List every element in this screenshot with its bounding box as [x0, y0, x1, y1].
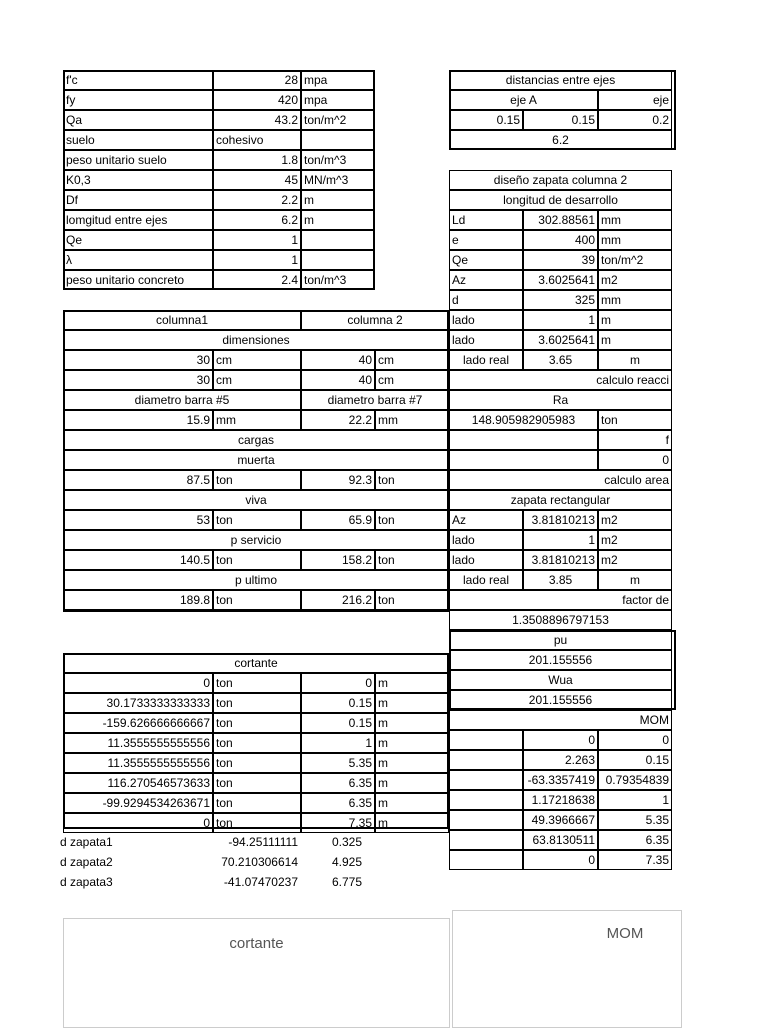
cortante-outline: [63, 653, 449, 829]
prop-label: λ: [63, 250, 213, 270]
prop-label: fy: [63, 90, 213, 110]
blank: [449, 430, 598, 450]
lado-real2-unit: m: [598, 570, 672, 590]
prop-value: cohesivo: [213, 130, 301, 150]
props-outline: [63, 70, 375, 290]
bottom-left-title: cortante: [229, 935, 284, 952]
viva-header: viva: [63, 490, 449, 510]
column2-header: columna 2: [301, 310, 449, 330]
d-value: 1: [523, 310, 598, 330]
blank: [449, 770, 523, 790]
dist-v3: 0.2: [598, 110, 672, 130]
d-value: 302.88561: [523, 210, 598, 230]
cargas-header: cargas: [63, 430, 449, 450]
z-label: lado: [449, 550, 523, 570]
dim-u1: cm: [213, 350, 301, 370]
prop-unit: ton/m^3: [301, 270, 375, 290]
unit-c1: ton: [213, 550, 301, 570]
z-label: lado: [449, 530, 523, 550]
dim-c1: 30: [63, 370, 213, 390]
prop-value: 2.2: [213, 190, 301, 210]
mom-value: 0: [523, 730, 598, 750]
dimensiones-header: dimensiones: [63, 330, 449, 350]
cortante-x: 0.15: [301, 713, 375, 733]
z-unit: m2: [598, 510, 672, 530]
dim-u2: cm: [375, 370, 449, 390]
z-value: 1: [523, 530, 598, 550]
prop-value: 420: [213, 90, 301, 110]
unit-c2: ton: [375, 550, 449, 570]
prop-label: lomgitud entre ejes: [63, 210, 213, 230]
longitud-header: longitud de desarrollo: [449, 190, 672, 210]
unit-c1: mm: [213, 410, 301, 430]
ra-header: Ra: [449, 390, 672, 410]
ra-value: 148.905982905983: [449, 410, 598, 430]
val-c1: 140.5: [63, 550, 213, 570]
barra1-header: diametro barra #5: [63, 390, 301, 410]
val-c2: 92.3: [301, 470, 375, 490]
cortante-x: 0.15: [301, 693, 375, 713]
cortante-v: 11.3555555555556: [63, 753, 213, 773]
prop-value: 1: [213, 250, 301, 270]
dim-c1: 30: [63, 350, 213, 370]
cortante-x: 7.35: [301, 813, 375, 833]
mom-x: 1: [598, 790, 672, 810]
mom-x: 7.35: [598, 850, 672, 870]
ra-unit: ton: [598, 410, 672, 430]
cortante-xu: m: [375, 693, 449, 713]
ejeB-header: eje: [598, 90, 672, 110]
z-value: 3.81810213: [523, 510, 598, 530]
cortante-xu: m: [375, 813, 449, 833]
muerta-header: muerta: [63, 450, 449, 470]
cortante-v: -99.9294534263671: [63, 793, 213, 813]
cortante-vu: ton: [213, 813, 301, 833]
val-c2: 158.2: [301, 550, 375, 570]
cortante-header: cortante: [63, 653, 449, 673]
calculo-reaccion-header: calculo reacci: [449, 370, 672, 390]
d-unit: m: [598, 330, 672, 350]
mom-value: 49.3966667: [523, 810, 598, 830]
cortante-xu: m: [375, 793, 449, 813]
cortante-v: 116.270546573633: [63, 773, 213, 793]
dz-value: 70.210306614: [221, 855, 298, 869]
dist-total: 6.2: [449, 130, 672, 150]
prop-unit: ton/m^3: [301, 150, 375, 170]
prop-value: 45: [213, 170, 301, 190]
cortante-v: 11.3555555555556: [63, 733, 213, 753]
prop-value: 2.4: [213, 270, 301, 290]
pservicio-header: p servicio: [63, 530, 449, 550]
unit-c2: ton: [375, 470, 449, 490]
blank: [449, 450, 598, 470]
mom-value: 0: [523, 850, 598, 870]
unit-c2: ton: [375, 510, 449, 530]
prop-label: f'c: [63, 70, 213, 90]
cortante-vu: ton: [213, 693, 301, 713]
d-value: 39: [523, 250, 598, 270]
val-c1: 189.8: [63, 590, 213, 610]
prop-label: K0,3: [63, 170, 213, 190]
prop-label: peso unitario concreto: [63, 270, 213, 290]
factor-value: 1.3508896797153: [449, 610, 672, 630]
lado-real2-label: lado real: [449, 570, 523, 590]
lado-real-unit: m: [598, 350, 672, 370]
f-label: f: [598, 430, 672, 450]
dz-value: -94.25111111: [228, 835, 298, 849]
dz-x: 4.925: [332, 855, 363, 869]
prop-label: Qe: [63, 230, 213, 250]
d-unit: mm: [598, 230, 672, 250]
d-label: lado: [449, 310, 523, 330]
dz-value: -41.07470237: [223, 875, 298, 889]
z-label: Az: [449, 510, 523, 530]
cortante-v: 30.1733333333333: [63, 693, 213, 713]
dist-v1: 0.15: [449, 110, 523, 130]
blank: [449, 750, 523, 770]
lado-real-label: lado real: [449, 350, 523, 370]
wua-value: 201.155556: [449, 690, 672, 710]
dim-c2: 40: [301, 350, 375, 370]
prop-value: 1: [213, 230, 301, 250]
dim-u1: cm: [213, 370, 301, 390]
d-label: Az: [449, 270, 523, 290]
distancias-outline: [449, 70, 676, 150]
pultimo-header: p ultimo: [63, 570, 449, 590]
diseno-header: diseño zapata columna 2: [449, 170, 672, 190]
d-unit: m2: [598, 270, 672, 290]
z-unit: m2: [598, 530, 672, 550]
cortante-xu: m: [375, 713, 449, 733]
d-value: 3.6025641: [523, 330, 598, 350]
d-unit: m: [598, 310, 672, 330]
prop-label: Df: [63, 190, 213, 210]
d-unit: mm: [598, 290, 672, 310]
cortante-xu: m: [375, 733, 449, 753]
prop-value: 1.8: [213, 150, 301, 170]
mom-value: -63.3357419: [523, 770, 598, 790]
mom-x: 0.79354839: [598, 770, 672, 790]
cortante-vu: ton: [213, 773, 301, 793]
barra2-header: diametro barra #7: [301, 390, 449, 410]
prop-label: suelo: [63, 130, 213, 150]
prop-value: 43.2: [213, 110, 301, 130]
d-label: Ld: [449, 210, 523, 230]
dz-x: 0.325: [332, 835, 363, 849]
dz-label: d zapata1: [60, 835, 113, 849]
cortante-vu: ton: [213, 733, 301, 753]
bottom-right-title: MOM: [606, 925, 644, 942]
d-label: e: [449, 230, 523, 250]
unit-c2: ton: [375, 590, 449, 610]
unit-c2: mm: [375, 410, 449, 430]
dz-label: d zapata3: [60, 875, 113, 889]
lado-real-val: 3.65: [523, 350, 598, 370]
cortante-xu: m: [375, 673, 449, 693]
blank: [449, 790, 523, 810]
val-c1: 15.9: [63, 410, 213, 430]
d-unit: mm: [598, 210, 672, 230]
prop-label: Qa: [63, 110, 213, 130]
mom-header: MOM: [449, 710, 672, 730]
distancias-header: distancias entre ejes: [449, 70, 672, 90]
val-c1: 87.5: [63, 470, 213, 490]
prop-unit: MN/m^3: [301, 170, 375, 190]
z-unit: m2: [598, 550, 672, 570]
unit-c1: ton: [213, 510, 301, 530]
lado-real2-val: 3.85: [523, 570, 598, 590]
val-c2: 216.2: [301, 590, 375, 610]
val-c2: 22.2: [301, 410, 375, 430]
blank: [449, 730, 523, 750]
mom-x: 5.35: [598, 810, 672, 830]
blank: [449, 830, 523, 850]
pu-label: pu: [449, 630, 672, 650]
cortante-x: 1: [301, 733, 375, 753]
cortante-vu: ton: [213, 673, 301, 693]
pu-value: 201.155556: [449, 650, 672, 670]
prop-label: peso unitario suelo: [63, 150, 213, 170]
prop-unit: m: [301, 210, 375, 230]
factor-header: factor de: [449, 590, 672, 610]
prop-value: 28: [213, 70, 301, 90]
d-value: 3.6025641: [523, 270, 598, 290]
cortante-xu: m: [375, 773, 449, 793]
d-value: 400: [523, 230, 598, 250]
mom-value: 2.263: [523, 750, 598, 770]
mom-x: 0: [598, 730, 672, 750]
wua-label: Wua: [449, 670, 672, 690]
prop-unit: mpa: [301, 70, 375, 90]
blank: [449, 850, 523, 870]
columns-outline: [63, 310, 449, 612]
calculo-area-header: calculo area: [449, 470, 672, 490]
d-label: d: [449, 290, 523, 310]
cortante-x: 0: [301, 673, 375, 693]
cortante-vu: ton: [213, 793, 301, 813]
val-c1: 53: [63, 510, 213, 530]
d-value: 325: [523, 290, 598, 310]
cortante-x: 6.35: [301, 773, 375, 793]
prop-unit: m: [301, 190, 375, 210]
unit-c1: ton: [213, 590, 301, 610]
d-label: Qe: [449, 250, 523, 270]
prop-unit: mpa: [301, 90, 375, 110]
z-value: 3.81810213: [523, 550, 598, 570]
blank: [449, 810, 523, 830]
dz-x: 6.775: [332, 875, 363, 889]
d-label: lado: [449, 330, 523, 350]
unit-c1: ton: [213, 470, 301, 490]
cortante-x: 5.35: [301, 753, 375, 773]
mom-x: 6.35: [598, 830, 672, 850]
val-c2: 65.9: [301, 510, 375, 530]
cortante-v: 0: [63, 813, 213, 833]
column1-header: columna1: [63, 310, 301, 330]
prop-unit: ton/m^2: [301, 110, 375, 130]
cortante-vu: ton: [213, 713, 301, 733]
cortante-vu: ton: [213, 753, 301, 773]
ejeA-header: eje A: [449, 90, 598, 110]
pu-outline: [449, 630, 676, 710]
mom-x: 0.15: [598, 750, 672, 770]
dist-v2: 0.15: [523, 110, 598, 130]
f-value: 0: [598, 450, 672, 470]
mom-value: 63.8130511: [523, 830, 598, 850]
cortante-xu: m: [375, 753, 449, 773]
zapata-rect-header: zapata rectangular: [449, 490, 672, 510]
d-unit: ton/m^2: [598, 250, 672, 270]
prop-value: 6.2: [213, 210, 301, 230]
dim-u2: cm: [375, 350, 449, 370]
cortante-v: 0: [63, 673, 213, 693]
cortante-x: 6.35: [301, 793, 375, 813]
dz-label: d zapata2: [60, 855, 113, 869]
mom-value: 1.17218638: [523, 790, 598, 810]
dim-c2: 40: [301, 370, 375, 390]
cortante-v: -159.626666666667: [63, 713, 213, 733]
